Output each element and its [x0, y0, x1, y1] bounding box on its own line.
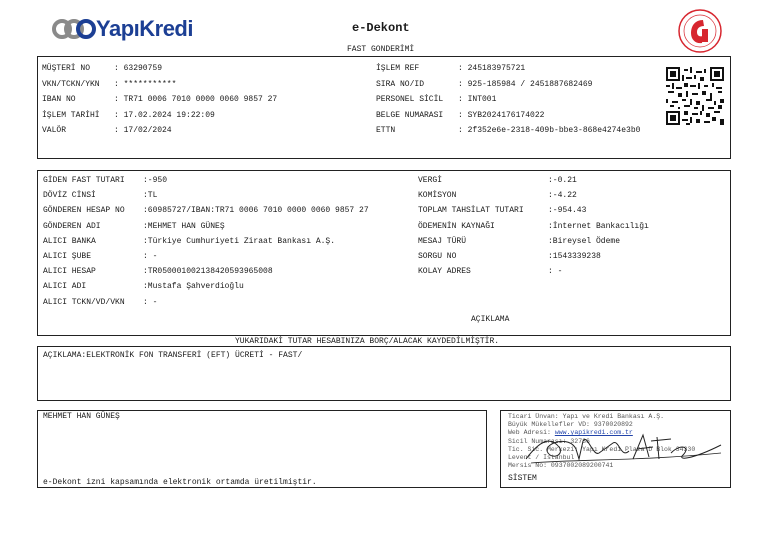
transfer-details-box	[37, 170, 731, 336]
field-value: : 17.02.2024 19:22:09	[114, 110, 215, 120]
system-label: SİSTEM	[508, 474, 537, 483]
field-value: :-4.22	[548, 191, 577, 201]
info-row	[43, 175, 167, 186]
e-dekont-note: e-Dekont izni kapsamında elektronik ortamda üretilmiştir.	[43, 478, 317, 487]
info-row	[376, 110, 544, 121]
field-value: :-0.21	[548, 176, 577, 185]
info-row	[43, 190, 157, 201]
info-row	[42, 125, 172, 136]
field-value: :Türkiye Cumhuriyeti Ziraat Bankası A.Ş.	[143, 236, 336, 246]
field-value: : SYB2024176174022	[458, 110, 545, 120]
info-row	[418, 236, 620, 247]
field-label: ETTN	[376, 126, 396, 135]
info-row	[42, 79, 176, 90]
field-value: : -	[143, 297, 158, 307]
info-row	[42, 94, 277, 105]
field-label: MÜŞTERİ NO	[42, 64, 91, 73]
footer-customer-box	[37, 410, 487, 488]
field-value: : ***********	[114, 79, 177, 89]
bank-seal-icon	[676, 7, 724, 55]
field-value: : 17/02/2024	[114, 126, 172, 135]
bank-address: Tic. Sic. Merkezi: Yapı Kredi Plaza D Blok 34330	[508, 445, 696, 453]
field-value: : 63290759	[114, 64, 163, 73]
bank-name: YapıKredi	[96, 16, 193, 41]
field-value: : -	[143, 252, 158, 261]
info-row	[418, 221, 649, 232]
info-row	[418, 175, 577, 186]
field-label: SIRA NO/ID	[376, 79, 425, 89]
field-label: ALICI TCKN/VD/VKN	[43, 297, 125, 307]
description-box	[37, 346, 731, 401]
info-row	[418, 190, 577, 201]
field-value: :TL	[143, 191, 158, 201]
field-value: : 2f352e6e-2318-409b-bbe3-868e4274e3b0	[458, 126, 641, 135]
info-row	[43, 266, 273, 277]
bank-city: Levent / İstanbul	[508, 454, 575, 462]
info-row	[376, 94, 496, 105]
info-row	[43, 221, 225, 232]
bank-logo	[52, 16, 193, 42]
field-label: KOMİSYON	[418, 191, 457, 201]
bank-mersis-no: Mersis No: 0937002089200741	[508, 462, 614, 470]
info-row	[43, 236, 335, 247]
info-row	[376, 125, 640, 136]
info-row	[42, 63, 162, 74]
field-label: DÖVİZ CİNSİ	[43, 191, 96, 201]
field-value: :Bireysel Ödeme	[548, 236, 621, 246]
info-row	[376, 63, 525, 74]
document-subtitle: FAST GONDERİMİ	[347, 45, 415, 54]
field-value: :1543339238	[548, 252, 601, 261]
info-row	[418, 205, 586, 216]
info-row	[43, 251, 157, 262]
bank-sicil-number: Sicil Numarası: 32736	[508, 437, 590, 445]
info-row	[43, 205, 369, 216]
field-value: : 245183975721	[458, 64, 526, 73]
field-label: ALICI BANKA	[43, 236, 96, 246]
qr-code-icon	[666, 67, 724, 125]
field-label: VKN/TCKN/YKN	[42, 79, 100, 89]
info-row	[418, 251, 601, 262]
footer-bank-info-box	[500, 410, 731, 488]
field-label: GİDEN FAST TUTARI	[43, 176, 125, 185]
field-label: TOPLAM TAHSİLAT TUTARI	[418, 206, 524, 216]
field-value: :İnternet Bankacılığı	[548, 221, 649, 231]
field-label: VALÖR	[42, 126, 67, 135]
field-value: :TR050001002138420593965008	[143, 267, 273, 277]
field-value: :MEHMET HAN GÜNEŞ	[143, 221, 225, 231]
field-label: VERGİ	[418, 176, 443, 185]
description-text: AÇIKLAMA:ELEKTRONİK FON TRANSFERİ (EFT) ÜCRETİ - FAST/	[43, 351, 303, 360]
info-row	[418, 266, 562, 277]
field-value: :-954.43	[548, 206, 587, 216]
document-title: e-Dekont	[352, 21, 410, 35]
field-label: ÖDEMENİN KAYNAĞI	[418, 221, 495, 231]
aciklama-heading: AÇIKLAMA	[471, 315, 510, 324]
bank-tax-office: Büyük Mükellefler VD: 9370020892	[508, 421, 633, 429]
footer-customer-name: MEHMET HAN GÜNEŞ	[43, 412, 120, 421]
field-value: :Mustafa Şahverdioğlu	[143, 282, 244, 292]
signature-icon	[521, 429, 726, 469]
field-label: IBAN NO	[42, 95, 76, 104]
bank-website-link[interactable]: www.yapikredi.com.tr	[554, 429, 633, 437]
info-row	[42, 110, 215, 121]
info-row	[376, 79, 592, 90]
web-label: Web Adresi:	[508, 429, 555, 437]
info-row	[43, 281, 244, 292]
field-label: GÖNDEREN ADI	[43, 221, 101, 231]
debit-notice: YUKARIDAKİ TUTAR HESABINIZA BORÇ/ALACAK KAYDEDİLMİŞTİR.	[235, 337, 500, 346]
field-value: : -	[548, 267, 563, 277]
field-label: KOLAY ADRES	[418, 267, 471, 277]
field-label: ALICI ŞUBE	[43, 252, 92, 261]
field-value: :60985727/IBAN:TR71 0006 7010 0000 0060 9857 27	[143, 206, 369, 216]
field-value: : TR71 0006 7010 0000 0060 9857 27	[114, 95, 278, 104]
field-label: GÖNDEREN HESAP NO	[43, 206, 125, 216]
info-row	[43, 297, 157, 308]
customer-info-box	[37, 56, 731, 159]
field-label: BELGE NUMARASI	[376, 110, 444, 120]
field-label: SORGU NO	[418, 252, 457, 261]
yapikredi-logo-icon	[52, 18, 96, 40]
field-value: : 925-185984 / 2451887682469	[458, 79, 593, 89]
field-label: ALICI ADI	[43, 282, 87, 292]
field-value: : INT001	[458, 95, 497, 104]
field-label: MESAJ TÜRÜ	[418, 236, 467, 246]
bank-legal-name: Ticari Ünvan: Yapı ve Kredi Bankası A.Ş.	[508, 413, 665, 420]
field-label: İŞLEM TARİHİ	[42, 110, 100, 120]
field-label: ALICI HESAP	[43, 267, 96, 277]
field-label: PERSONEL SİCİL	[376, 95, 444, 104]
field-value: :-950	[143, 176, 168, 185]
field-label: İŞLEM REF	[376, 64, 420, 73]
